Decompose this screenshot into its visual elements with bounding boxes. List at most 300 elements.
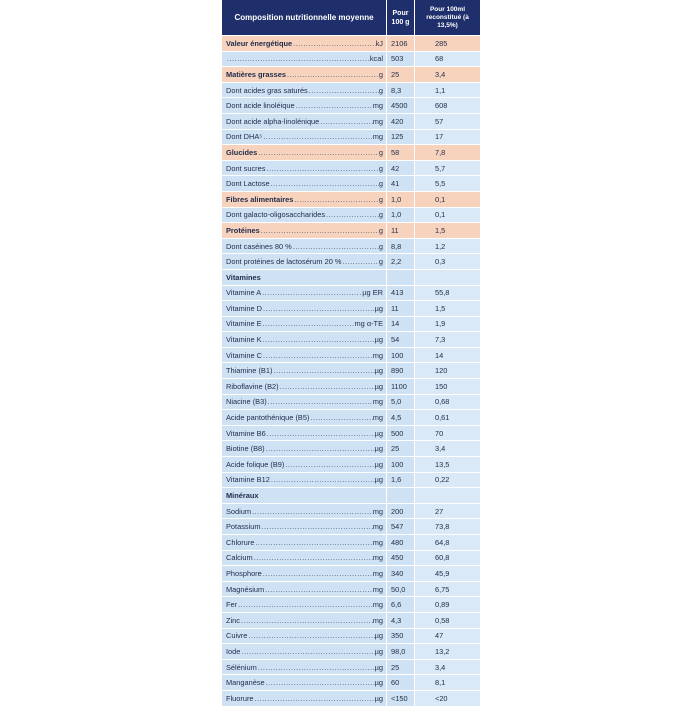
value-per-100ml: 1,1 [414,83,480,98]
nutrient-label: Riboflavine (B2) [226,381,279,391]
table-row [222,286,480,302]
leader-dots [266,429,375,438]
unit-label: g [378,257,383,267]
table-row [222,441,480,457]
table-row [222,410,480,426]
nutrient-cell [222,535,386,550]
value-per-100g: 200 [386,504,414,519]
nutrient-cell [222,239,386,254]
table-row [222,613,480,629]
value-per-100g: 42 [386,161,414,176]
leader-dots [237,600,373,609]
nutrient-label: Dont acides gras saturés [226,85,308,95]
leader-dots [292,39,375,48]
nutrient-cell [222,395,386,410]
unit-label: µg [374,693,383,703]
nutrient-cell [222,67,386,82]
nutrient-cell [222,644,386,659]
value-per-100ml: 7,3 [414,332,480,347]
nutrient-cell [222,176,386,191]
unit-label: µg [374,678,383,688]
leader-dots [265,164,378,173]
table-row [222,130,480,146]
table-row [222,176,480,192]
value-per-100g: 25 [386,660,414,675]
table-row [222,208,480,224]
table-row [222,473,480,489]
unit-label: µg [374,303,383,313]
unit-label: mg [372,350,383,360]
unit-label: µg [374,631,383,641]
nutrient-label: Fer [226,600,238,610]
value-per-100g: 1,0 [386,192,414,207]
nutrient-cell [222,410,386,425]
category-row [222,67,480,83]
leader-dots [254,694,375,703]
unit-label: mg [372,615,383,625]
nutrient-label: Vitamine D [226,303,263,313]
table-row [222,597,480,613]
table-row [222,535,480,551]
nutrient-label: Acide pantothénique (B5) [226,413,310,423]
nutrient-cell [222,52,386,67]
unit-label: µg [374,428,383,438]
nutrient-cell [222,613,386,628]
leader-dots [262,319,355,328]
leader-dots [260,226,379,235]
nutrient-label: Dont protéines de lactosérum 20 % [226,257,342,267]
nutrient-label: Thiamine (B1) [226,366,273,376]
nutrient-label: Vitamine E [226,319,262,329]
nutrient-cell [222,270,386,285]
value-per-100ml: 13,2 [414,644,480,659]
value-per-100ml: 13,5 [414,457,480,472]
nutrient-label: Zinc [226,615,240,625]
section-row [222,270,480,286]
nutrient-cell [222,597,386,612]
leader-dots [270,179,379,188]
leader-dots [325,210,379,219]
unit-label: mg [372,553,383,563]
nutrient-label: Protéines [226,225,260,235]
value-per-100g: 100 [386,348,414,363]
nutrient-cell [222,566,386,581]
table-row [222,239,480,255]
nutrient-label: Fibres alimentaires [226,194,294,204]
nutrient-cell [222,317,386,332]
leader-dots [265,444,375,453]
nutrient-cell [222,675,386,690]
value-per-100ml: 7,8 [414,145,480,160]
table-row [222,629,480,645]
value-per-100ml [414,488,480,503]
nutrient-cell [222,363,386,378]
nutrient-label: Phosphore [226,568,262,578]
category-row [222,223,480,239]
value-per-100ml: 68 [414,52,480,67]
nutrient-label: Iode [226,646,241,656]
table-row [222,395,480,411]
header-per-100ml: Pour 100ml reconstitué (à 13,5%) [414,0,480,35]
unit-label: g [378,85,383,95]
value-per-100ml: 0,68 [414,395,480,410]
table-row [222,348,480,364]
unit-label: mg [372,584,383,594]
nutrient-cell [222,691,386,706]
nutrient-cell [222,286,386,301]
unit-label: g [378,179,383,189]
leader-dots [270,475,375,484]
leader-dots [267,397,373,406]
leader-dots [341,257,378,266]
nutrient-label: Calcium [226,553,253,563]
leader-dots [261,288,362,297]
unit-label: mg [372,522,383,532]
nutrient-cell [222,457,386,472]
table-row [222,551,480,567]
unit-label: mg [372,132,383,142]
unit-label: µg [374,459,383,469]
value-per-100ml: 285 [414,36,480,51]
nutrient-label: Biotine (B8) [226,444,265,454]
leader-dots [293,195,379,204]
leader-dots [254,538,372,547]
value-per-100g: 8,8 [386,239,414,254]
value-per-100ml: 3,4 [414,441,480,456]
value-per-100g: 2106 [386,36,414,51]
value-per-100g: <150 [386,691,414,706]
value-per-100ml: 0,58 [414,613,480,628]
nutrient-label: Dont acide alpha-linolénique [226,116,320,126]
table-row [222,675,480,691]
value-per-100g: 25 [386,441,414,456]
value-per-100g: 25 [386,67,414,82]
nutrient-label: Vitamine A [226,288,262,298]
table-row [222,52,480,68]
section-row [222,488,480,504]
value-per-100ml: 608 [414,98,480,113]
nutrient-cell [222,441,386,456]
value-per-100g: 11 [386,223,414,238]
value-per-100ml: 0,22 [414,473,480,488]
value-per-100g: 54 [386,332,414,347]
value-per-100g: 41 [386,176,414,191]
table-row [222,379,480,395]
value-per-100g: 4,5 [386,410,414,425]
nutrient-label: Manganèse [226,678,265,688]
value-per-100ml: 120 [414,363,480,378]
unit-label: g [378,69,383,79]
value-per-100g: 503 [386,52,414,67]
nutrient-cell [222,130,386,145]
nutrient-cell [222,488,386,503]
table-row [222,301,480,317]
category-row [222,192,480,208]
leader-dots [319,117,372,126]
header-per-100g: Pour 100 g [386,0,414,35]
nutrient-label: Minéraux [226,491,259,501]
nutrient-label: Potassium [226,522,261,532]
leader-dots [240,616,373,625]
leader-dots [262,304,375,313]
value-per-100g: 8,3 [386,83,414,98]
category-row [222,145,480,161]
unit-label: µg [374,475,383,485]
value-per-100ml: 1,9 [414,317,480,332]
category-row [222,36,480,52]
leader-dots [295,101,373,110]
leader-dots [240,647,374,656]
value-per-100g: 480 [386,535,414,550]
nutrient-label: Vitamine B12 [226,475,270,485]
nutrient-cell [222,629,386,644]
value-per-100ml: 1,2 [414,239,480,254]
value-per-100g: 125 [386,130,414,145]
value-per-100ml: 47 [414,629,480,644]
nutrient-label: Fluorure [226,693,254,703]
nutrient-cell [222,348,386,363]
value-per-100g: 4500 [386,98,414,113]
unit-label: g [378,210,383,220]
table-row [222,582,480,598]
leader-dots [226,54,370,63]
nutrient-label: Dont acide linoléique [226,101,295,111]
nutrient-label: Dont galacto-oligosaccharides [226,210,326,220]
leader-dots [308,86,379,95]
table-row [222,566,480,582]
value-per-100g: 50,0 [386,582,414,597]
nutrient-cell [222,519,386,534]
leader-dots [257,663,375,672]
value-per-100ml: 0,1 [414,208,480,223]
leader-dots [309,413,372,422]
value-per-100g: 500 [386,426,414,441]
nutrient-cell [222,473,386,488]
nutrient-label: Sélénium [226,662,257,672]
table-row [222,504,480,520]
value-per-100ml: 73,8 [414,519,480,534]
nutrient-label: Glucides [226,147,258,157]
nutrition-table [222,0,480,707]
unit-label: µg ER [362,288,383,298]
nutrient-cell [222,192,386,207]
unit-label: mg [372,568,383,578]
value-per-100ml: 17 [414,130,480,145]
unit-label: mg [372,413,383,423]
leader-dots [284,460,374,469]
unit-label: kJ [375,38,383,48]
value-per-100g: 1100 [386,379,414,394]
unit-label: g [378,194,383,204]
leader-dots [247,631,374,640]
value-per-100g: 5,0 [386,395,414,410]
unit-label: mg [372,101,383,111]
nutrient-label: Matières grasses [226,69,286,79]
nutrient-label: Dont caséines 80 % [226,241,292,251]
leader-dots [257,148,379,157]
unit-label: mg α-TE [354,319,383,329]
table-row [222,332,480,348]
value-per-100ml: 3,4 [414,67,480,82]
leader-dots [262,351,373,360]
leader-dots [262,132,372,141]
unit-label: mg [372,116,383,126]
unit-label: g [378,163,383,173]
leader-dots [262,335,375,344]
unit-label: mg [372,397,383,407]
nutrient-cell [222,254,386,269]
value-per-100ml: 5,5 [414,176,480,191]
unit-label: mg [372,506,383,516]
value-per-100ml: 45,9 [414,566,480,581]
value-per-100ml: 0,1 [414,192,480,207]
nutrient-label: Dont Lactose [226,179,270,189]
unit-label: mg [372,600,383,610]
nutrient-cell [222,426,386,441]
value-per-100g: 6,6 [386,597,414,612]
nutrient-label: Magnésium [226,584,265,594]
table-row [222,660,480,676]
nutrient-label: Acide folique (B9) [226,459,285,469]
nutrient-label: Dont DHA⁵ [226,132,263,142]
table-row [222,114,480,130]
nutrient-label: Sodium [226,506,252,516]
value-per-100ml: 57 [414,114,480,129]
value-per-100ml: 8,1 [414,675,480,690]
value-per-100g: 100 [386,457,414,472]
leader-dots [272,366,374,375]
leader-dots [261,522,373,531]
unit-label: µg [374,335,383,345]
table-row [222,363,480,379]
value-per-100ml: 60,8 [414,551,480,566]
nutrient-cell [222,208,386,223]
value-per-100ml: 0,61 [414,410,480,425]
nutrient-label: Dont sucres [226,163,266,173]
value-per-100ml: 1,5 [414,301,480,316]
table-row [222,519,480,535]
table-row [222,644,480,660]
nutrient-label: Vitamine C [226,350,263,360]
nutrient-label: Chlorure [226,537,255,547]
table-header [222,0,480,35]
value-per-100g: 1,6 [386,473,414,488]
table-row [222,254,480,270]
unit-label: µg [374,366,383,376]
nutrient-label: Vitamine K [226,335,262,345]
leader-dots [265,678,375,687]
unit-label: µg [374,444,383,454]
nutrient-label: Valeur énergétique [226,38,293,48]
unit-label: µg [374,381,383,391]
table-row [222,457,480,473]
value-per-100g [386,488,414,503]
leader-dots [286,70,379,79]
nutrient-cell [222,145,386,160]
unit-label: g [378,225,383,235]
nutrient-cell [222,660,386,675]
nutrient-cell [222,161,386,176]
value-per-100g: 58 [386,145,414,160]
nutrient-cell [222,301,386,316]
value-per-100ml: <20 [414,691,480,706]
value-per-100g: 98,0 [386,644,414,659]
table-row [222,83,480,99]
value-per-100ml: 6,75 [414,582,480,597]
nutrient-cell [222,83,386,98]
value-per-100g: 350 [386,629,414,644]
value-per-100ml: 0,89 [414,597,480,612]
nutrient-cell [222,379,386,394]
value-per-100g: 2,2 [386,254,414,269]
table-row [222,691,480,707]
value-per-100ml [414,270,480,285]
value-per-100g: 450 [386,551,414,566]
table-row [222,317,480,333]
nutrient-label: Vitamine B6 [226,428,266,438]
value-per-100g: 890 [386,363,414,378]
table-body [222,35,480,707]
value-per-100g: 14 [386,317,414,332]
nutrient-cell [222,504,386,519]
unit-label: g [378,241,383,251]
leader-dots [253,553,373,562]
nutrient-cell [222,332,386,347]
value-per-100g: 60 [386,675,414,690]
nutrient-label: Cuivre [226,631,248,641]
nutrient-cell [222,114,386,129]
nutrient-cell [222,223,386,238]
value-per-100g: 340 [386,566,414,581]
table-row [222,161,480,177]
leader-dots [279,382,375,391]
nutrient-label: Vitamines [226,272,261,282]
value-per-100ml: 150 [414,379,480,394]
value-per-100g: 1,0 [386,208,414,223]
unit-label: mg [372,537,383,547]
header-composition: Composition nutritionnelle moyenne [234,12,374,22]
unit-label: µg [374,662,383,672]
nutrient-cell [222,551,386,566]
value-per-100g: 547 [386,519,414,534]
nutrient-cell [222,98,386,113]
value-per-100ml: 55,8 [414,286,480,301]
value-per-100g: 413 [386,286,414,301]
table-row [222,426,480,442]
value-per-100g: 11 [386,301,414,316]
nutrient-label: Niacine (B3) [226,397,267,407]
nutrient-cell [222,36,386,51]
leader-dots [264,585,373,594]
unit-label: g [378,147,383,157]
leader-dots [292,242,379,251]
value-per-100ml: 70 [414,426,480,441]
value-per-100g: 420 [386,114,414,129]
nutrient-cell [222,582,386,597]
unit-label: µg [374,646,383,656]
value-per-100ml: 1,5 [414,223,480,238]
leader-dots [262,569,373,578]
value-per-100ml: 14 [414,348,480,363]
value-per-100ml: 5,7 [414,161,480,176]
value-per-100ml: 0,3 [414,254,480,269]
value-per-100ml: 3,4 [414,660,480,675]
value-per-100ml: 64,8 [414,535,480,550]
leader-dots [251,507,373,516]
table-row [222,98,480,114]
value-per-100ml: 27 [414,504,480,519]
value-per-100g: 4,3 [386,613,414,628]
